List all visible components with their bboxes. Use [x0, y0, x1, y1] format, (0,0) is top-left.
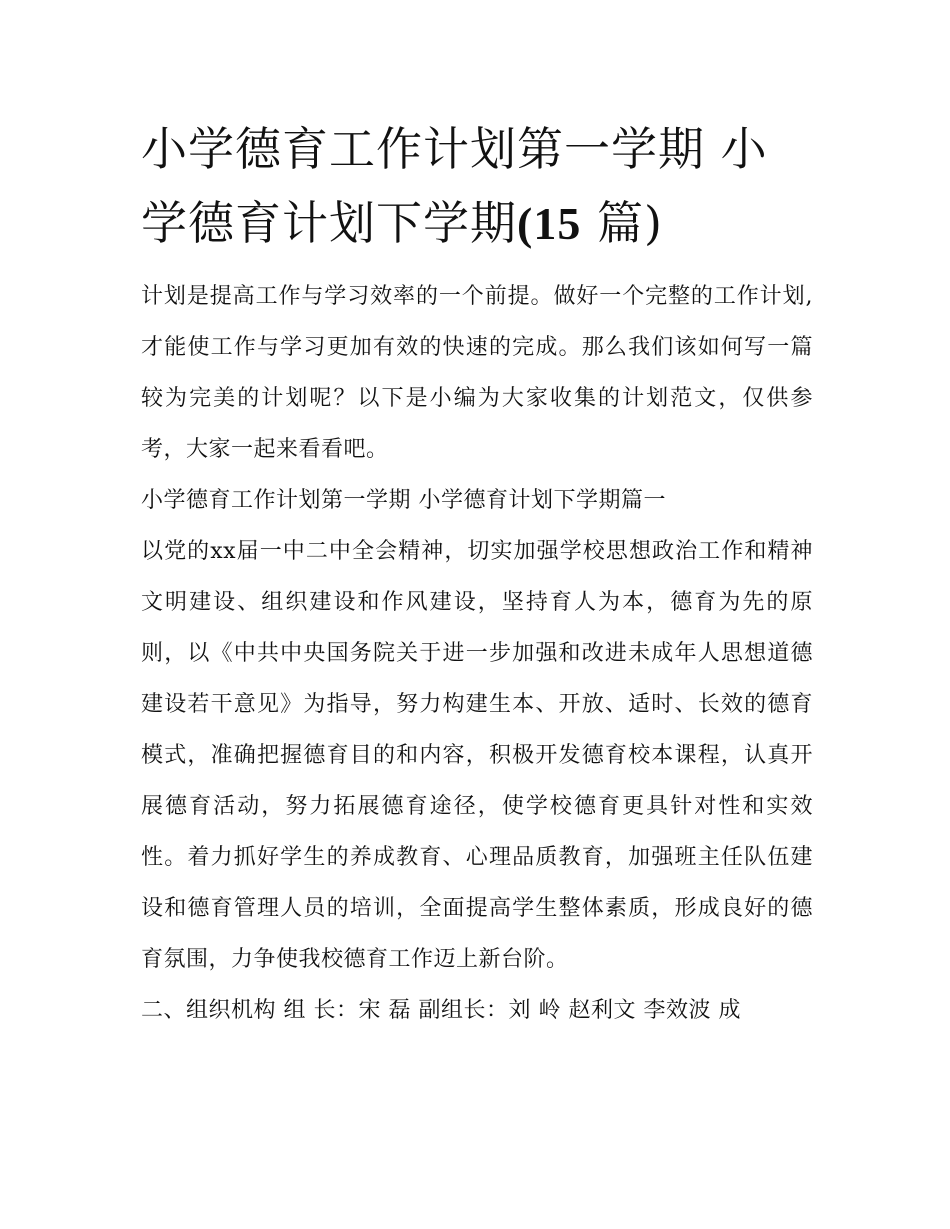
section-heading: 小学德育工作计划第一学期 小学德育计划下学期篇一: [141, 488, 666, 513]
guiding-principle-paragraph: 以党的xx届一中二中全会精神，切实加强学校思想政治工作和精神文明建设、组织建设和作风建设，坚持育人为本，德育为先的原则，以《中共中央国务院关于进一步加强和改进未成年人思想道德建设若干意见》为指导，努力构建生本、开放、适时、长效的德育模式，准确把握德育目的和内容，积极开发德育校本课程，认真开展德育活动，努力拓展德育途径，使学校德育更具针对性和实效性。着力抓好学生的养成教育、心理品质教育，加强班主任队伍建设和德育管理人员的培训，全面提高学生整体素质，形成良好的德育氛围，力争使我校德育工作迈上新台阶。: [141, 539, 813, 972]
intro-paragraph: 计划是提高工作与学习效率的一个前提。做好一个完整的工作计划,才能使工作与学习更加有效的快速的完成。那么我们该如何写一篇较为完美的计划呢？以下是小编为大家收集的计划范文，仅供参考，大家一起来看看吧。: [141, 284, 813, 462]
title-count: (15: [517, 198, 582, 249]
document-title: [141, 112, 813, 261]
document-content: [141, 112, 813, 1036]
title-text: 小学德育工作计划第一学期 小学德育计划下学期: [141, 122, 768, 250]
title-suffix: 篇): [581, 196, 663, 250]
organization-paragraph: 二、组织机构 组 长：宋 磊 副组长：刘 岭 赵利文 李效波 成: [141, 998, 741, 1023]
